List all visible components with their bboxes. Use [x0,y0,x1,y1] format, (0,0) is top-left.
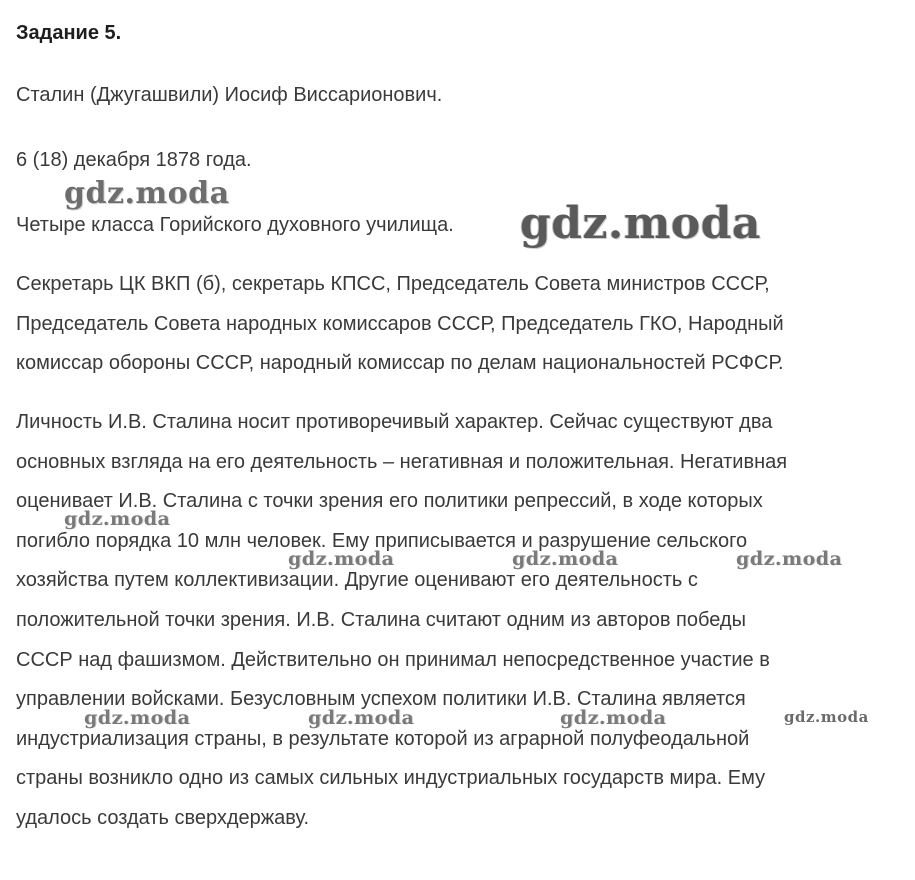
paragraph-line: погибло порядка 10 млн человек. Ему приписывается и разрушение сельского [16,529,748,552]
paragraph-posts [16,265,784,384]
paragraph-line: страны возникло одно из самых сильных индустриальных государств мира. Ему [16,767,766,790]
paragraph-line: оценивает И.В. Сталина с точки зрения его политики репрессий, в ходе которых [16,490,763,513]
watermark: gdz.moda [560,707,667,729]
watermark: gdz.moda [64,176,230,211]
watermark: gdz.moda [308,707,415,729]
paragraph-line: 6 (18) декабря 1878 года. [16,149,252,171]
watermark: gdz.moda [288,548,395,570]
paragraph-line: положительной точки зрения. И.В. Сталина считают одним из авторов победы [16,608,746,631]
task-title: Задание 5. [16,22,122,44]
paragraph-birth-date [16,141,252,181]
paragraph-line: хозяйства путем коллективизации. Другие оценивают его деятельность с [16,569,698,592]
watermark: gdz.moda [64,508,171,530]
paragraph-name [16,76,442,116]
paragraph-line: Сталин (Джугашвили) Иосиф Виссарионович. [16,84,443,106]
paragraph-line: Личность И.В. Сталина носит противоречивый характер. Сейчас существуют два [16,411,773,433]
paragraph-line: Четыре класса Горийского духовного училища. [16,214,454,236]
paragraph-line: управлении войсками. Безусловным успехом политики И.В. Сталина является [16,688,746,711]
watermark: gdz.moda [520,198,762,249]
watermark: gdz.moda [784,708,869,726]
paragraph-line: комиссар обороны СССР, народный комиссар по делам национальностей РСФСР. [16,352,784,375]
paragraph-line: СССР над фашизмом. Действительно он принимал непосредственное участие в [16,648,770,671]
paragraph-line: Секретарь ЦК ВКП (б), секретарь КПСС, Председатель Совета министров СССР, [16,273,770,295]
paragraph-assessment [16,403,787,839]
paragraph-line: основных взгляда на его деятельность – негативная и положительная. Негативная [16,450,788,473]
watermark: gdz.moda [512,548,619,570]
paragraph-line: удалось создать сверхдержаву. [16,806,310,829]
paragraph-line: Председатель Совета народных комиссаров СССР, Председатель ГКО, Народный [16,312,784,335]
paragraph-line: индустриализация страны, в результате которой из аграрной полуфеодальной [16,727,750,750]
watermark: gdz.moda [84,707,191,729]
paragraph-education [16,206,454,246]
watermark: gdz.moda [736,548,843,570]
